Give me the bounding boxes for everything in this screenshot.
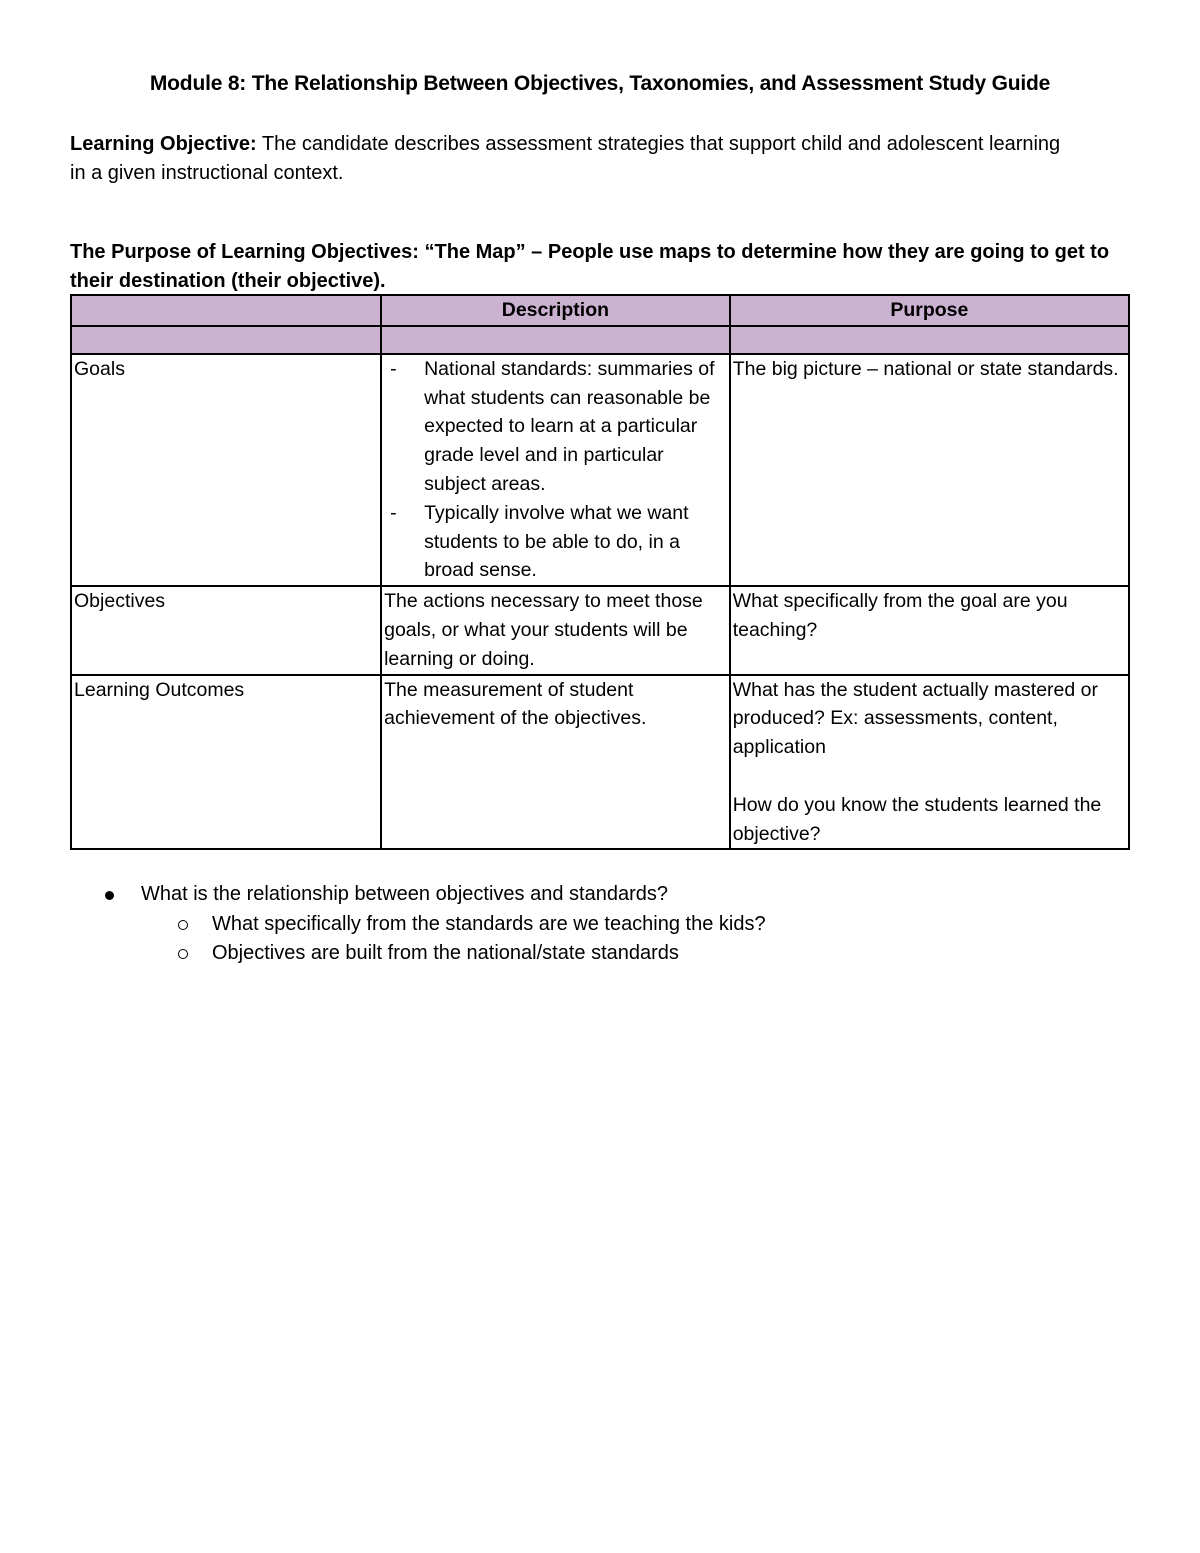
list-item	[100, 939, 766, 969]
shaded-cell	[381, 326, 730, 354]
learning-objective-label: Learning Objective:	[70, 133, 257, 155]
goals-description-item-2: Typically involve what we want students to be able to do, in a broad sense.	[424, 501, 689, 582]
header-cell-purpose: Purpose	[730, 295, 1129, 326]
learning-outcomes-description: The measurement of student achievement of the objectives.	[381, 675, 730, 850]
header-cell-blank	[71, 295, 381, 326]
table-row-objectives	[71, 586, 1129, 674]
bullet-sub-text-2: Objectives are built from the national/state standards	[212, 942, 679, 964]
goals-description	[381, 354, 730, 586]
list-item	[384, 499, 727, 585]
goals-description-list	[384, 355, 727, 585]
dash-marker: -	[390, 501, 397, 524]
list-item	[100, 910, 766, 940]
bullet-main-text: What is the relationship between objectives and standards?	[141, 883, 668, 905]
learning-outcomes-purpose	[730, 675, 1129, 850]
row-label-objectives: Objectives	[71, 586, 381, 674]
objectives-purpose: What specifically from the goal are you teaching?	[730, 586, 1129, 674]
row-label-learning-outcomes: Learning Outcomes	[71, 675, 381, 850]
learning-objective	[70, 130, 1070, 187]
row-label-goals: Goals	[71, 354, 381, 586]
bullet-sub-text-1: What specifically from the standards are we teaching the kids?	[212, 912, 766, 935]
goals-purpose: The big picture – national or state standards.	[730, 354, 1129, 586]
objectives-description: The actions necessary to meet those goals, or what your students will be learning or doing.	[381, 586, 730, 674]
learning-outcomes-purpose-para-1: What has the student actually mastered or produced? Ex: assessments, content, application	[732, 678, 1098, 759]
learning-objective-text: The candidate describes assessment strategies that support child and adolescent learning in a given instructional context.	[70, 133, 1061, 184]
objectives-table	[70, 294, 1130, 850]
bullet-dot-icon	[105, 891, 114, 900]
table-shaded-row	[71, 326, 1129, 354]
circle-bullet-icon	[178, 949, 188, 959]
bullet-list	[100, 880, 766, 969]
learning-outcomes-purpose-para-2: How do you know the students learned the objective?	[732, 793, 1102, 845]
table-header-row	[71, 295, 1129, 326]
list-item	[100, 880, 766, 910]
shaded-cell	[730, 326, 1129, 354]
header-cell-description: Description	[381, 295, 730, 326]
table-row-learning-outcomes	[71, 675, 1129, 850]
shaded-cell	[71, 326, 381, 354]
circle-bullet-icon	[178, 920, 188, 930]
list-item	[384, 355, 727, 499]
purpose-heading: The Purpose of Learning Objectives: “The Map” – People use maps to determine how they are going to get to their destination (their objective).	[70, 241, 1110, 292]
goals-description-item-1: National standards: summaries of what students can reasonable be expected to learn at a particular grade level and in particular subject areas.	[424, 357, 715, 495]
paragraph-gap	[733, 762, 1126, 791]
table-row-goals	[71, 354, 1129, 586]
document-title: Module 8: The Relationship Between Objectives, Taxonomies, and Assessment Study Guide	[149, 72, 1051, 95]
dash-marker: -	[390, 357, 397, 380]
